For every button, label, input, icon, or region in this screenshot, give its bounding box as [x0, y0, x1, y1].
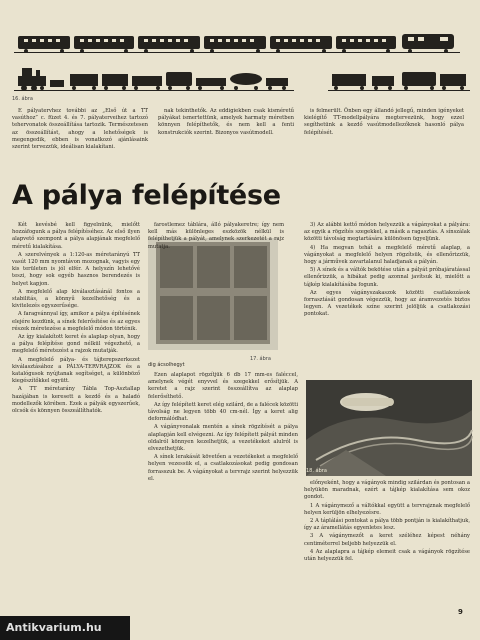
paragraph: A megfelelő alap kiválasztásánál fontos a stabilitás, a könnyű kezelhetőség és a kivitelezés egyszerűsége. [12, 288, 140, 310]
body-col-middle [148, 372, 298, 602]
paragraph: E pályatervhez további az „Első út a TT vasúthoz” c. füzet 4. és 7. pályaterveihez tartozó tehervonatok összeállítása tartozik. Természetesen az összeállítást, ahogy a lehetőségek is megengedik, ebben is vonatkozó ajánlásaink szerint tervezzük, ideálisan kialakítani. [12, 108, 148, 151]
paragraph: Az egyes vágányszakaszok közötti csatlakozások forrasztását gondosan végezzük, hogy az áramvezetés biztos legyen. A vezetékek színe szerint jelöljük a csatlakozási pontokat. [304, 289, 470, 318]
paragraph: is felmerült. Önben egy állandó jellegű, minden igényeket kielégítő TT-modellpályára megtervezünk, hogy ezzel segíthetünk a kezdő vasútmodellezőknek hasonló pálya felépítését. [304, 108, 464, 136]
paragraph: farostlemez táblára, álló pályakeretre; így nem kell más különleges eszközök nélkül is felépíthetjük a pályát, amelynek szerkezetét a rajz mutatja. [148, 222, 284, 250]
body-col-left [12, 222, 140, 600]
panel-caption: dig ácsolhegyt [148, 362, 185, 368]
top-text-col-1 [12, 108, 148, 152]
paragraph: 1 A vágánymező a váltókkal együtt a tervrajznak megfelelő helyen kerüljön elhelyezésre. [304, 502, 470, 516]
panel-caption-area [148, 362, 292, 369]
body-col-middle-top [148, 222, 284, 250]
paragraph: előnyeként, hogy a vágányok mindig szilárdan és pontosan a helyükön maradnak, ezért a tájkép kialakítása sem okoz gondot. [304, 480, 470, 501]
paragraph: A sínek lerakását követően a vezetékeket a megfelelő helyen vezessük el, a csatlakozásokat pedig gondosan forrasszuk be. A vágányokat a tervrajz szerint helyezzük el. [148, 454, 298, 482]
top-text-col-3 [304, 108, 464, 138]
figure-label-trains: 16. ábra [12, 96, 33, 102]
passenger-train-top [14, 34, 460, 53]
watermark: Antikvarium.hu [0, 616, 130, 640]
article-headline: A pálya felépítése [12, 180, 281, 211]
body-col-right-bottom [304, 480, 470, 606]
paragraph: Két kevésbé kell figyelnünk, mielőtt hozzáfogunk a pálya felépítéséhez. Az első ilyen alapvető szempont a pálya alapjának megfelelő méretű kialakítása. [12, 222, 140, 250]
train-illustration [10, 6, 472, 96]
freight-train-bottom [14, 68, 470, 91]
paragraph: 3 A vágánymezőt a keret széléhez képest néhány centiméterrel beljebb helyezzük el. [304, 533, 470, 547]
paragraph: 3) Az alábbi kettő módon helyezzük a vágányokat a pályára: az egyik a rögzítés szegekkel, a másik a ragasztás. A sínszálak közötti távolság megtartására különösen ügyeljünk. [304, 222, 470, 243]
photo-figure [306, 380, 472, 476]
body-col-right-top [304, 222, 470, 374]
paragraph: 5) A sínek és a váltók bekötése után a pályát próbajáratással ellenőrizzük, a hibákat pedig azonnal javítsuk ki, mielőtt a tájkép kialakításába fogunk. [304, 267, 470, 288]
paragraph: A megfelelő pálya- és tájterepszerkezet kiválasztásához a PÁLYA-TERVRAJZOK és a katalógusok nyújtanak segítséget, a különböző kiegészítőkkel együtt. [12, 356, 140, 385]
paragraph: A szerelvények a 1:120-as méretarányú TT vasút 120 mm nyomtávon mozognak, vagyis egy kis területen is jól elfér. A helyszín lehetővé teszi, hogy sok egyéb hasznos berendezés is helyet kapjon. [12, 251, 140, 287]
paragraph: A TT méretarány Tábla Top-Asztallap hazájában is keresett a kezdő és a haladó modellezők körében. Ezek a pályák egyszerűek, olcsók és könnyen összeállíthatók. [12, 386, 140, 415]
paragraph: A faragvánnyal így, amikor a pálya építésének elejére kezdünk, a sínek felerősítése és az egyes részek méretezése a megfelelő módon történik. [12, 311, 140, 332]
figure-label-panel: 17. ábra [250, 356, 271, 362]
paragraph: Az így felépített keret elég szilárd, de a falécek közötti távolság ne legyen több 40 cm-nél. Így a keret alig deformálódhat. [148, 401, 298, 423]
window-frame-drawing [148, 238, 278, 350]
track-laying-photo [306, 380, 472, 476]
figure-label-photo: 18. ábra [306, 468, 327, 474]
top-text-col-2 [158, 108, 294, 138]
paragraph: 4 Az alaplapra a tájkép elemeit csak a vágányok rögzítése után helyezzük fel. [304, 548, 470, 563]
paragraph: A vágányvonalak mentén a sínek rögzítését a pálya alaplapján kell elvégezni. Az így felépített pályát minden oldalról könnyen kezelhetjük, a vezetékeket alulról is elvezethetjük. [148, 424, 298, 453]
paragraph: Az így kialakított keret és alaplap olyan, hogy a pálya felépítése gond nélkül végezhető, a megfelelő méretezést a rajzok mutatják. [12, 334, 140, 355]
paragraph: nak tekinthetők. Az eddigiekben csak kisméretű pályákat ismertettünk, amelyek harmaty méretben könnyen felépíthetők, és nem kell a fenti konstrukciók szerint. Bizonyos vasútmodell. [158, 108, 294, 136]
paragraph: 2 A táplálási pontokat a pálya több pontján is kialakíthatjuk, így az áramellátás egyenletes lesz. [304, 518, 470, 532]
paragraph: Ezen alaplapot rögzítjük 6 db 17 mm-es faléccel, amelynek végét enyvvel és szegekkel erősítjük. A keretet a rajz szerint összeállítva az alaplap felerősíthető. [148, 372, 298, 400]
pane-figure [148, 238, 278, 350]
paragraph: 4) Ha megvan tehát a megfelelő méretű alaplap, a vágányokat a megfelelő helyen rögzítsük, és ellenőrizzük, hogy a járművek zavartalanul haladjanak a pályán. [304, 244, 470, 266]
page-number: 9 [458, 608, 463, 616]
